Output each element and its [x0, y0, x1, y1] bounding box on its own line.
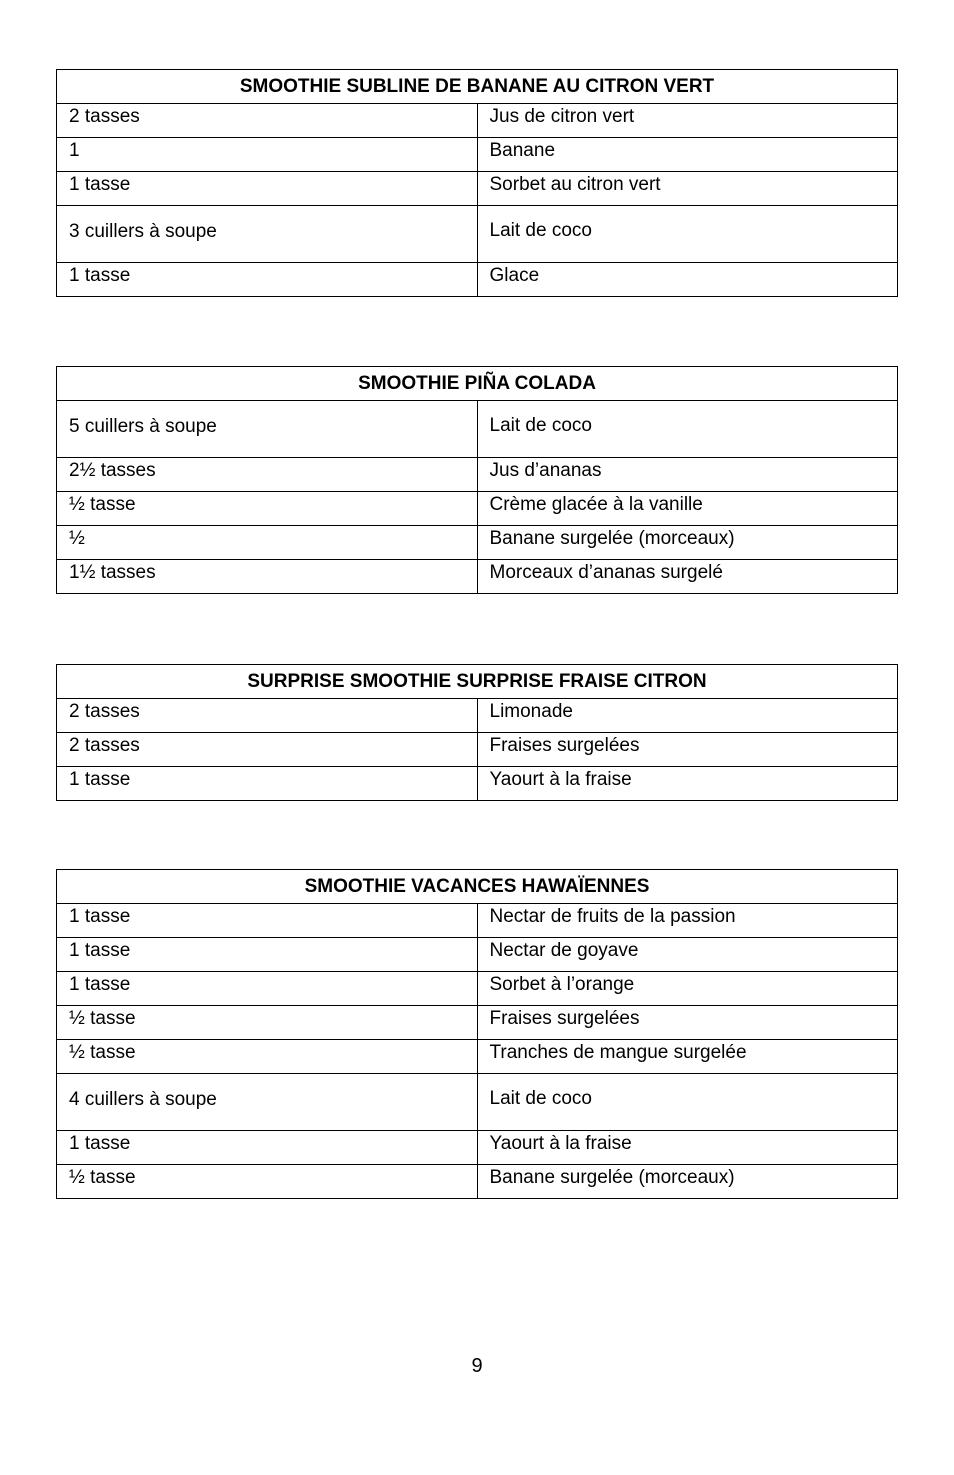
- table-row: [57, 401, 898, 458]
- quantity-cell: 2 tasses: [57, 104, 478, 138]
- ingredient-cell: Lait de coco: [477, 206, 898, 263]
- ingredient-cell: Nectar de goyave: [477, 938, 898, 972]
- quantity-cell: ½: [57, 526, 478, 560]
- table-row: [57, 104, 898, 138]
- table-row: [57, 138, 898, 172]
- recipe-table-hawaiian: [56, 869, 898, 1199]
- recipe-title: SMOOTHIE VACANCES HAWAÏENNES: [57, 870, 898, 904]
- ingredient-cell: Fraises surgelées: [477, 1006, 898, 1040]
- quantity-cell: 1 tasse: [57, 972, 478, 1006]
- quantity-cell: 2½ tasses: [57, 458, 478, 492]
- quantity-cell: ½ tasse: [57, 1006, 478, 1040]
- ingredient-cell: Nectar de fruits de la passion: [477, 904, 898, 938]
- recipe-title: SURPRISE SMOOTHIE SURPRISE FRAISE CITRON: [57, 665, 898, 699]
- quantity-cell: 1 tasse: [57, 172, 478, 206]
- quantity-cell: ½ tasse: [57, 1165, 478, 1199]
- quantity-cell: 1: [57, 138, 478, 172]
- recipe-table-pina-colada: [56, 366, 898, 594]
- recipe-table-banana-lime: [56, 69, 898, 297]
- table-row: [57, 492, 898, 526]
- table-row: [57, 1006, 898, 1040]
- ingredient-cell: Tranches de mangue surgelée: [477, 1040, 898, 1074]
- quantity-cell: ½ tasse: [57, 492, 478, 526]
- table-row: [57, 560, 898, 594]
- ingredient-cell: Yaourt à la fraise: [477, 1131, 898, 1165]
- recipe-title: SMOOTHIE PIÑA COLADA: [57, 367, 898, 401]
- table-row: [57, 972, 898, 1006]
- table-row: [57, 206, 898, 263]
- table-row: [57, 733, 898, 767]
- recipe-title-row: [57, 870, 898, 904]
- ingredient-cell: Glace: [477, 263, 898, 297]
- ingredient-cell: Morceaux d’ananas surgelé: [477, 560, 898, 594]
- page-number: 9: [471, 1355, 483, 1377]
- quantity-cell: 1 tasse: [57, 767, 478, 801]
- ingredient-cell: Lait de coco: [477, 401, 898, 458]
- quantity-cell: 1 tasse: [57, 938, 478, 972]
- ingredient-cell: Sorbet à l’orange: [477, 972, 898, 1006]
- table-row: [57, 938, 898, 972]
- ingredient-cell: Yaourt à la fraise: [477, 767, 898, 801]
- table-row: [57, 1074, 898, 1131]
- ingredient-cell: Banane surgelée (morceaux): [477, 1165, 898, 1199]
- quantity-cell: 4 cuillers à soupe: [57, 1074, 478, 1131]
- quantity-cell: 2 tasses: [57, 699, 478, 733]
- quantity-cell: 1 tasse: [57, 1131, 478, 1165]
- quantity-cell: ½ tasse: [57, 1040, 478, 1074]
- quantity-cell: 5 cuillers à soupe: [57, 401, 478, 458]
- recipe-title-row: [57, 665, 898, 699]
- table-row: [57, 1165, 898, 1199]
- recipe-title: SMOOTHIE SUBLINE DE BANANE AU CITRON VERT: [57, 70, 898, 104]
- quantity-cell: 1 tasse: [57, 904, 478, 938]
- table-row: [57, 526, 898, 560]
- quantity-cell: 2 tasses: [57, 733, 478, 767]
- quantity-cell: 1½ tasses: [57, 560, 478, 594]
- table-row: [57, 699, 898, 733]
- ingredient-cell: Jus de citron vert: [477, 104, 898, 138]
- table-row: [57, 1040, 898, 1074]
- recipe-title-row: [57, 70, 898, 104]
- table-row: [57, 904, 898, 938]
- ingredient-cell: Sorbet au citron vert: [477, 172, 898, 206]
- ingredient-cell: Banane: [477, 138, 898, 172]
- recipe-title-row: [57, 367, 898, 401]
- table-row: [57, 172, 898, 206]
- recipe-table-strawberry-lemon: [56, 664, 898, 801]
- table-row: [57, 767, 898, 801]
- ingredient-cell: Banane surgelée (morceaux): [477, 526, 898, 560]
- ingredient-cell: Fraises surgelées: [477, 733, 898, 767]
- table-row: [57, 1131, 898, 1165]
- ingredient-cell: Limonade: [477, 699, 898, 733]
- ingredient-cell: Lait de coco: [477, 1074, 898, 1131]
- ingredient-cell: Crème glacée à la vanille: [477, 492, 898, 526]
- table-row: [57, 263, 898, 297]
- ingredient-cell: Jus d’ananas: [477, 458, 898, 492]
- quantity-cell: 1 tasse: [57, 263, 478, 297]
- quantity-cell: 3 cuillers à soupe: [57, 206, 478, 263]
- table-row: [57, 458, 898, 492]
